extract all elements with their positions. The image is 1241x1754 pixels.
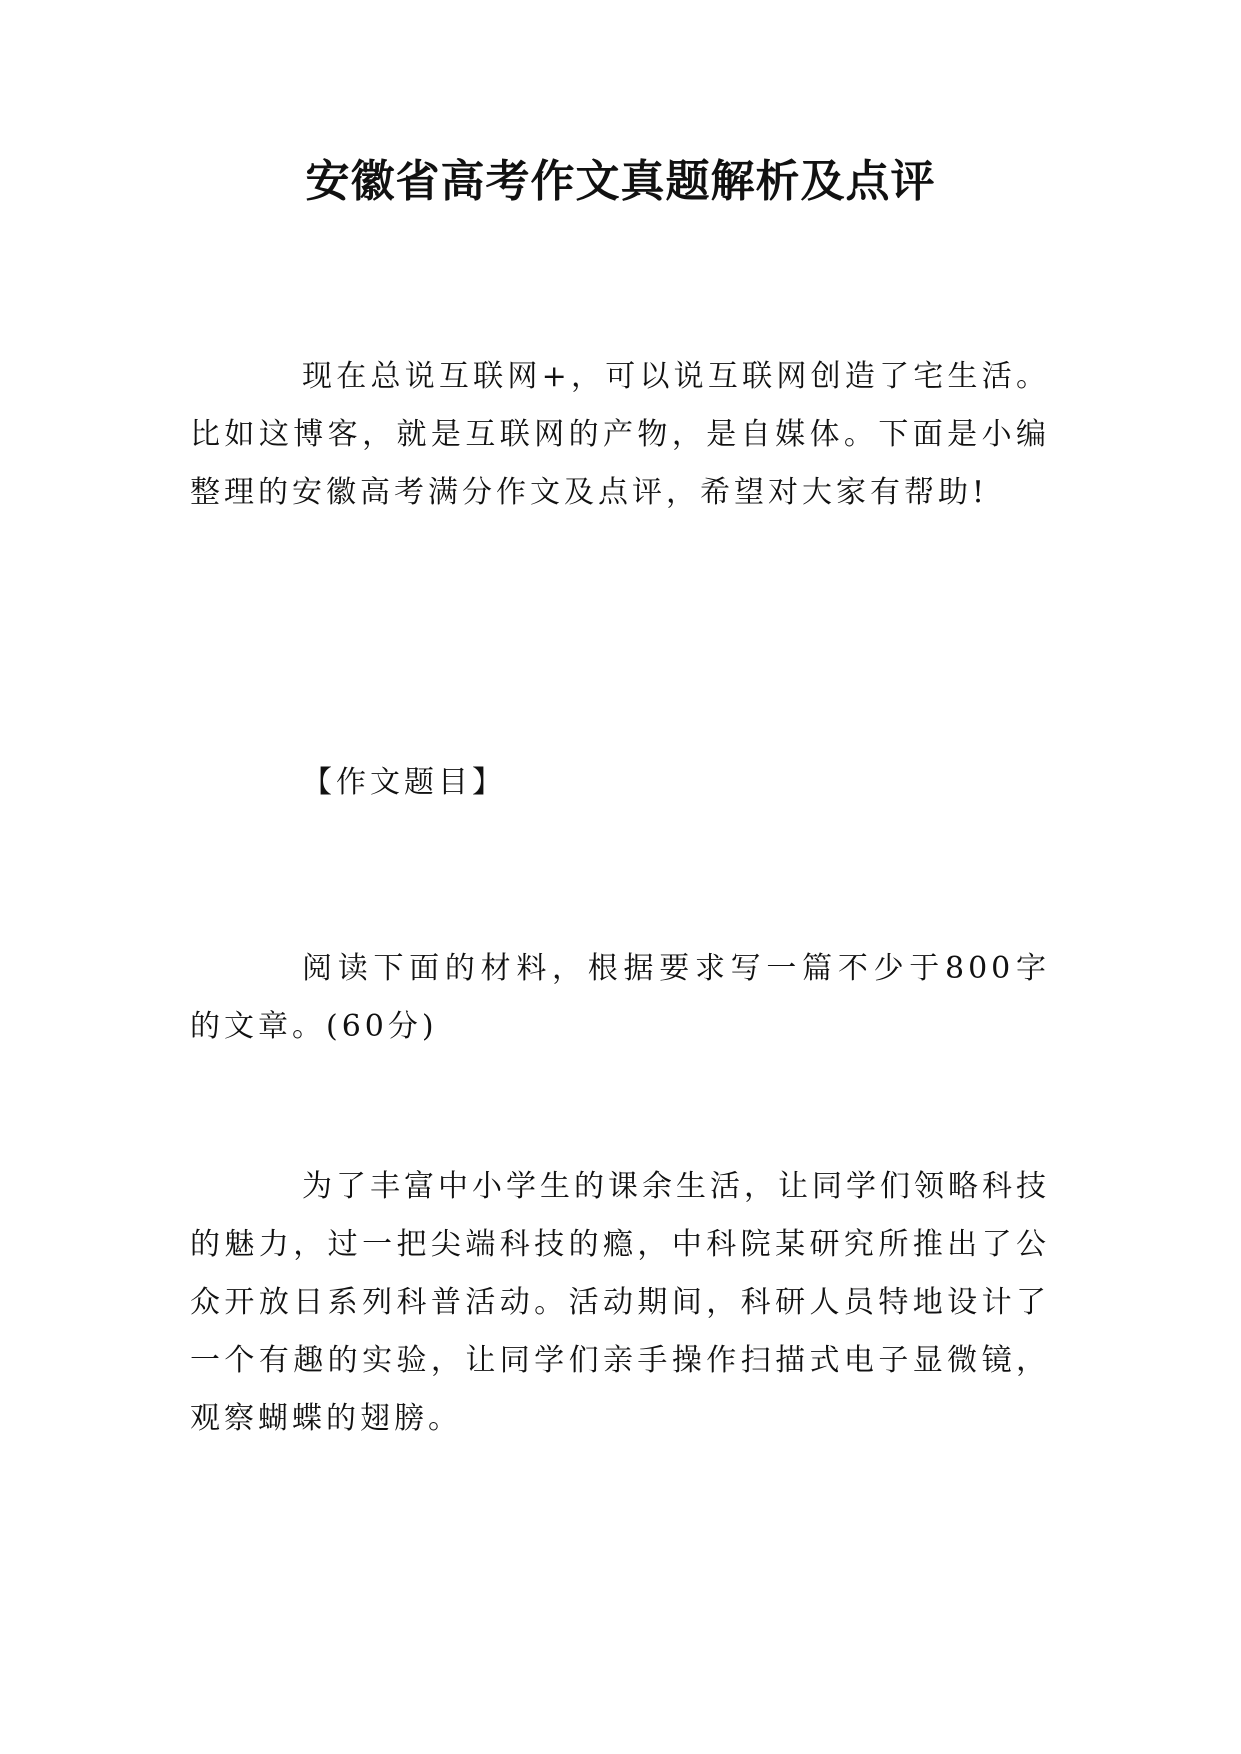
section-heading-topic: 【作文题目】 [302,765,506,800]
document-title: 安徽省高考作文真题解析及点评 [305,156,936,207]
intro-paragraph: 现在总说互联网+，可以说互联网创造了宅生活。比如这博客，就是互联网的产物，是自媒体。下面是小编整理的安徽高考满分作文及点评，希望对大家有帮助! [190,359,1050,510]
material-paragraph: 为了丰富中小学生的课余生活，让同学们领略科技的魅力，过一把尖端科技的瘾，中科院某研究所推出了公众开放日系列科普活动。活动期间，科研人员特地设计了一个有趣的实验，让同学们亲手操作扫描式电子显微镜，观察蝴蝶的翅膀。 [190,1169,1050,1436]
instruction-paragraph: 阅读下面的材料，根据要求写一篇不少于800字的文章。(60分) [190,951,1050,1044]
